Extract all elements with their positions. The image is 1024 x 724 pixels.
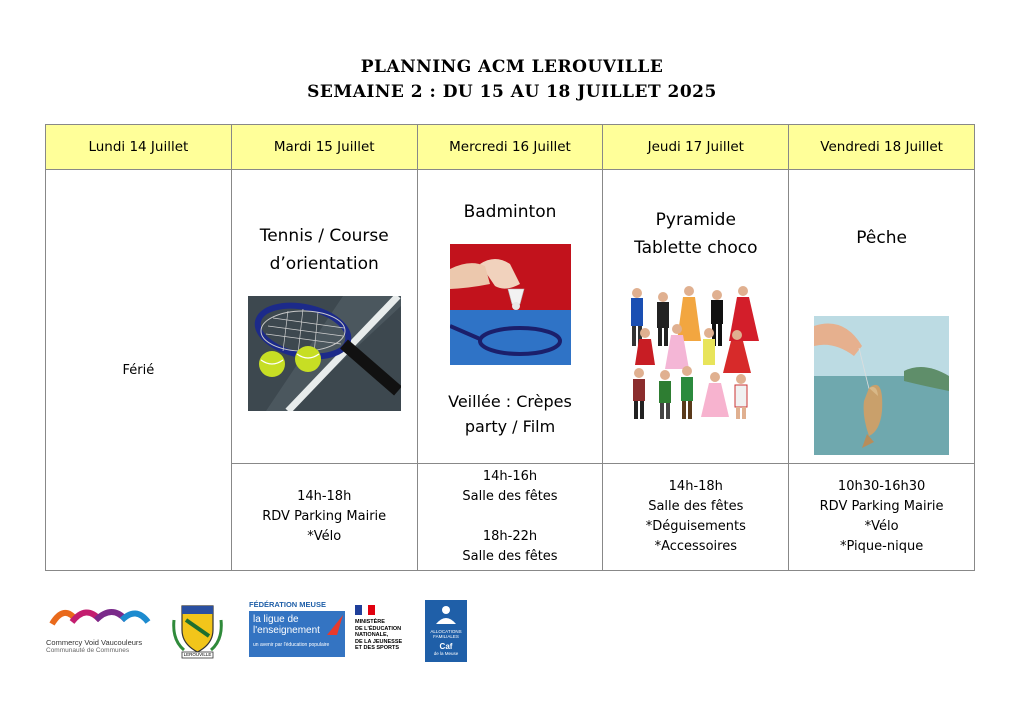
ministere-logo: MINISTÈRE DE L'ÉDUCATION NATIONALE, DE LA JEUNESSE ET DES SPORTS (355, 600, 413, 670)
thursday-activity-cell (603, 170, 789, 464)
wednesday-activity-cell (417, 170, 603, 464)
thursday-activity: Pyramide Tablette choco (634, 210, 758, 258)
friday-activity: Pêche (856, 228, 907, 248)
lerouville-crest-logo: LEROUVILLE (170, 600, 225, 670)
friday-info: 10h30-16h30 RDV Parking Mairie *Vélo *Pique-nique (789, 464, 975, 571)
tuesday-activity-cell (231, 170, 417, 464)
page-subtitle: SEMAINE 2 : DU 15 AU 18 JUILLET 2025 (307, 82, 717, 102)
day-header-friday: Vendredi 18 Juillet (789, 125, 975, 170)
wednesday-info: 14h-16h Salle des fêtes 18h-22h Salle des fêtes (417, 464, 603, 571)
day-header-tuesday: Mardi 15 Juillet (231, 125, 417, 170)
costumes-image (625, 283, 767, 425)
planning-table (45, 124, 975, 571)
wednesday-activity: Badminton (463, 202, 557, 222)
ligue-enseignement-logo: FÉDÉRATION MEUSE la ligue de l'enseignement un avenir par l'éducation populaire (249, 600, 349, 670)
page-title: PLANNING ACM LEROUVILLE (360, 57, 664, 77)
tuesday-info: 14h-18h RDV Parking Mairie *Vélo (231, 464, 417, 571)
day-header-thursday: Jeudi 17 Juillet (603, 125, 789, 170)
day-header-wednesday: Mercredi 16 Juillet (417, 125, 603, 170)
fishing-image (814, 316, 949, 455)
tennis-image (248, 296, 401, 411)
caf-logo: ALLOCATIONS FAMILIALES Caf de la Meuse (425, 600, 467, 662)
friday-activity-cell (789, 170, 975, 464)
thursday-info: 14h-18h Salle des fêtes *Déguisements *Accessoires (603, 464, 789, 571)
wednesday-veillee: Veillée : Crèpes party / Film (448, 392, 572, 436)
badminton-image (450, 244, 571, 365)
day-header-monday: Lundi 14 Juillet (46, 125, 232, 170)
tuesday-activity: Tennis / Course d’orientation (259, 226, 389, 274)
header-row (46, 125, 975, 170)
activity-row (46, 170, 975, 464)
commercy-logo: Commercy Void Vaucouleurs Communauté de Communes (46, 600, 154, 670)
monday-ferie: Férié (46, 170, 232, 571)
